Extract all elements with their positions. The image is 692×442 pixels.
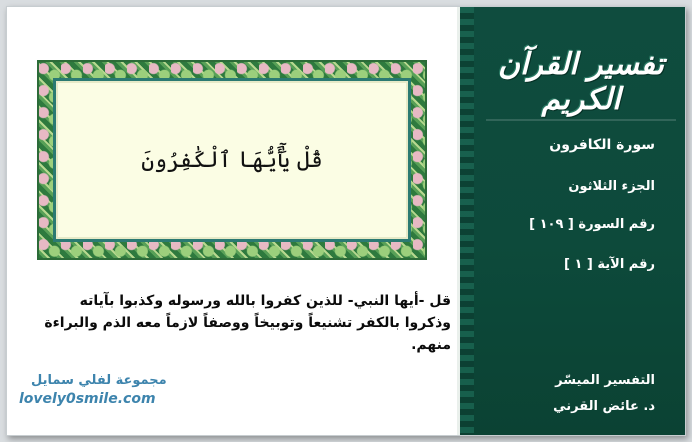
verse-ornamental-frame: [37, 60, 427, 260]
verse-text: قُلْ يَٰٓأَيُّهَا ٱلْكَٰفِرُونَ: [141, 147, 323, 173]
tafsir-logo: تفسير القرآن الكريم: [498, 47, 664, 117]
surah-number: رقم السورة [ ١٠٩ ]: [529, 217, 655, 232]
tafsir-card: [6, 6, 686, 436]
ayah-number: رقم الآية [ ١ ]: [563, 257, 655, 272]
site-name-english: lovely0smile.com: [19, 391, 156, 407]
info-panel: [457, 7, 685, 435]
verse-box: [53, 78, 411, 242]
tafsir-name: التفسير الميسّر: [555, 373, 655, 388]
surah-name: سورة الكافرون: [549, 137, 655, 153]
site-name-arabic: مجموعة لفلي سمايل: [31, 373, 167, 388]
author-name: د. عائض القرني: [553, 399, 655, 414]
tafsir-explanation: قل -أيها النبي- للذين كفروا بالله ورسوله وكذبوا بآياته وذكروا بالكفر تشنيعاً وتوبيخاً ووصفاً لازماً معه الذم والبراءة منهم.: [44, 293, 451, 353]
juz-label: الجزء الثلاثون: [568, 179, 655, 194]
panel-divider: [486, 119, 676, 121]
